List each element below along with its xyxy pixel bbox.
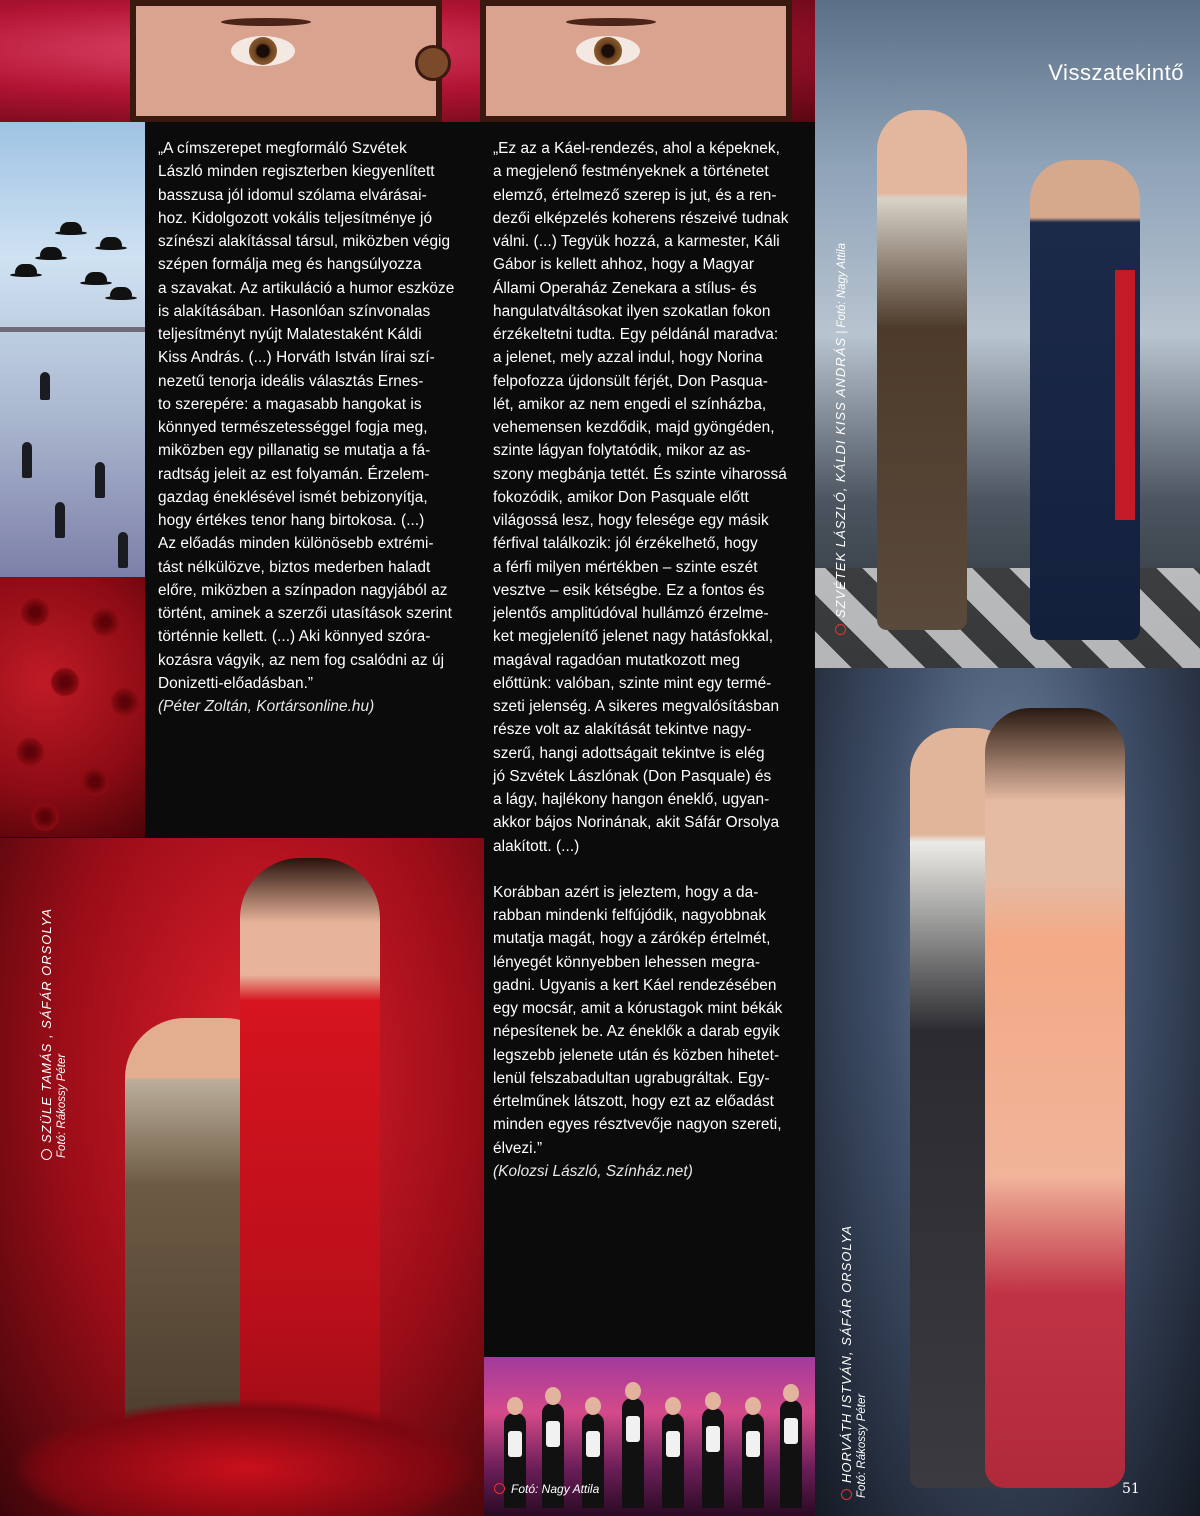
photo-szule-safar bbox=[0, 838, 484, 1516]
caption-photo-credit: Fotó: Nagy Attila bbox=[836, 242, 848, 328]
figure-don-pasquale bbox=[877, 110, 967, 630]
review-quote: „Ez az a Káel-rendezés, ahol a képeknek, a megjelenő festményeknek a történetet elemző, értelmező szerep is jut, és a ren- dezői elképzelés koherens részeivé tudnak válni. (...) Tegyük hozzá, a karmester, Káli Gábor is kellett ahhoz, hogy a Magyar Állami Operaház Zenekara a stílus- és hangulatváltásokat ilyen szokatlan fokon érzékeltetni tudta. Egy példánál maradva: a jelenet, mely azzal indul, hogy Norina felpofozza újdonsült férjét, Don Pasqua- lét, amikor az nem engedi el színházba, vehemensen kezdődik, majd gyöngéden, szinte lágyan folytatódik, mikor az as- szony megbánja tettét. És szinte viharossá fokozódik, amikor Don Pasquale előtt világossá lesz, hogy felesége egy másik férfival találkozik: jól érzékelhető, hogy a férfi milyen mértékben – szinte eszét vesztve – esik kétségbe. Ez a fontos és jelentős amplitúdóval hullámzó érzelme- ket megjelenítő jelenet nagy hatásfokkal, magával ragadóan mutatkozott meg előttünk: valóban, szinte mint egy termé- szeti jelenség. A sikeres megvalósításban része volt az alakítását tekintve nagy- szerű, hangi adottságait tekintve is elég jó Szvétek Lászlónak (Don Pasquale) és a lágy, hajlékony hangon éneklő, ugyan- akkor bájos Norinának, akit Sáfár Orsolya alakított. (...) bbox=[493, 140, 789, 855]
caption-names: SZÜLE TAMÁS , SÁFÁR ORSOLYA bbox=[39, 907, 54, 1143]
caption-top-right: SZVÉTEK LÁSZLÓ, KÁLDI KISS ANDRÁS | Fotó: Nagy Attila bbox=[832, 243, 850, 635]
painting-frame-left bbox=[130, 0, 442, 122]
caption-names: SZVÉTEK LÁSZLÓ, KÁLDI KISS ANDRÁS bbox=[833, 336, 848, 618]
caption-names: HORVÁTH ISTVÁN, SÁFÁR ORSOLYA bbox=[839, 1224, 854, 1483]
caption-bottom-right bbox=[838, 1225, 868, 1500]
caption-bottom-small bbox=[494, 1480, 599, 1498]
circle-bullet-icon bbox=[841, 1489, 852, 1500]
clock bbox=[415, 45, 451, 81]
review-source: (Kolozsi László, Színház.net) bbox=[493, 1162, 693, 1180]
section-title: Visszatekintő bbox=[1048, 60, 1184, 85]
photo-painted-eyes bbox=[0, 0, 815, 122]
eye-right bbox=[576, 36, 640, 66]
review-column-middle bbox=[493, 137, 805, 1183]
review-quote: „A címszerepet megformáló Szvétek László minden regiszterben kiegyenlített basszusa jól idomul szólama elvárásai- hoz. Kidolgozott vokális teljesítménye jó színészi alakítással társul, miközben végig szépen formálja meg és hangsúlyozza a szavakat. Az artikuláció a humor eszköze is alakításában. Hasonlóan színvonalas teljesítményt nyújt Malatestaként Káldi Kiss András. (...) Horváth István lírai szí- nezetű tenorja ideális választás Ernes- to szerepére: a magasabb hangokat is könnyed természetességgel fogja meg, miközben egy pillanatig se mutatja a fá- radtság jeleit az est folyamán. Érzelem- gazdag éneklésével ismét bebizonyítja, hogy értékes tenor hang birtokosa. (...) Az előadás minden különösebb extrémi- tást nélkülözve, biztos mederben haladt előre, miközben a színpadon nagyjából az történt, aminek a szerzői utasítások szerint történnie kellett. (...) Aki könnyed szóra- kozásra vágyik, az nem fog csalódni az új Donizetti-előadásban.” bbox=[158, 140, 455, 692]
caption-photo-credit: Fotó: Rákossy Péter bbox=[856, 1393, 868, 1498]
caption-bottom-left bbox=[38, 908, 68, 1160]
circle-bullet-icon bbox=[494, 1483, 505, 1494]
photo-rose-wallpaper bbox=[0, 577, 145, 837]
eye-left bbox=[231, 36, 295, 66]
photo-bowler-hats bbox=[0, 122, 145, 577]
figure-norina bbox=[985, 708, 1125, 1488]
caption-photo-credit: Fotó: Nagy Attila bbox=[511, 1482, 600, 1496]
photo-horvath-safar bbox=[815, 668, 1200, 1516]
photo-szvetek-kaldi-kiss bbox=[815, 0, 1200, 668]
painting-frame-right bbox=[480, 0, 792, 122]
review-source: (Péter Zoltán, Kortársonline.hu) bbox=[158, 698, 375, 715]
review-quote-continued: Korábban azért is jeleztem, hogy a da- rabban mindenki felfújódik, nagyobbnak mutatja magát, hogy a zárókép értelmét, lényegét könnyebben lehessen megra- gadni. Ugyanis a kert Káel rendezésében egy mocsár, amit a kórustagok mint békák népesítenek be. Az éneklők a darab egyik legszebb jelenete után és közben hihetet- lenül felszabadultan ugrabugráltak. Egy- értelműnek látszott, hogy ezt az előadást minden egyes résztvevője nagyon szereti, élvezi.” bbox=[493, 883, 783, 1157]
circle-bullet-icon bbox=[41, 1149, 52, 1160]
page-number: 51 bbox=[1122, 1481, 1140, 1497]
caption-photo-credit: Fotó: Rákossy Péter bbox=[56, 1053, 68, 1158]
circle-bullet-icon bbox=[835, 624, 846, 635]
review-column-left bbox=[158, 137, 480, 718]
